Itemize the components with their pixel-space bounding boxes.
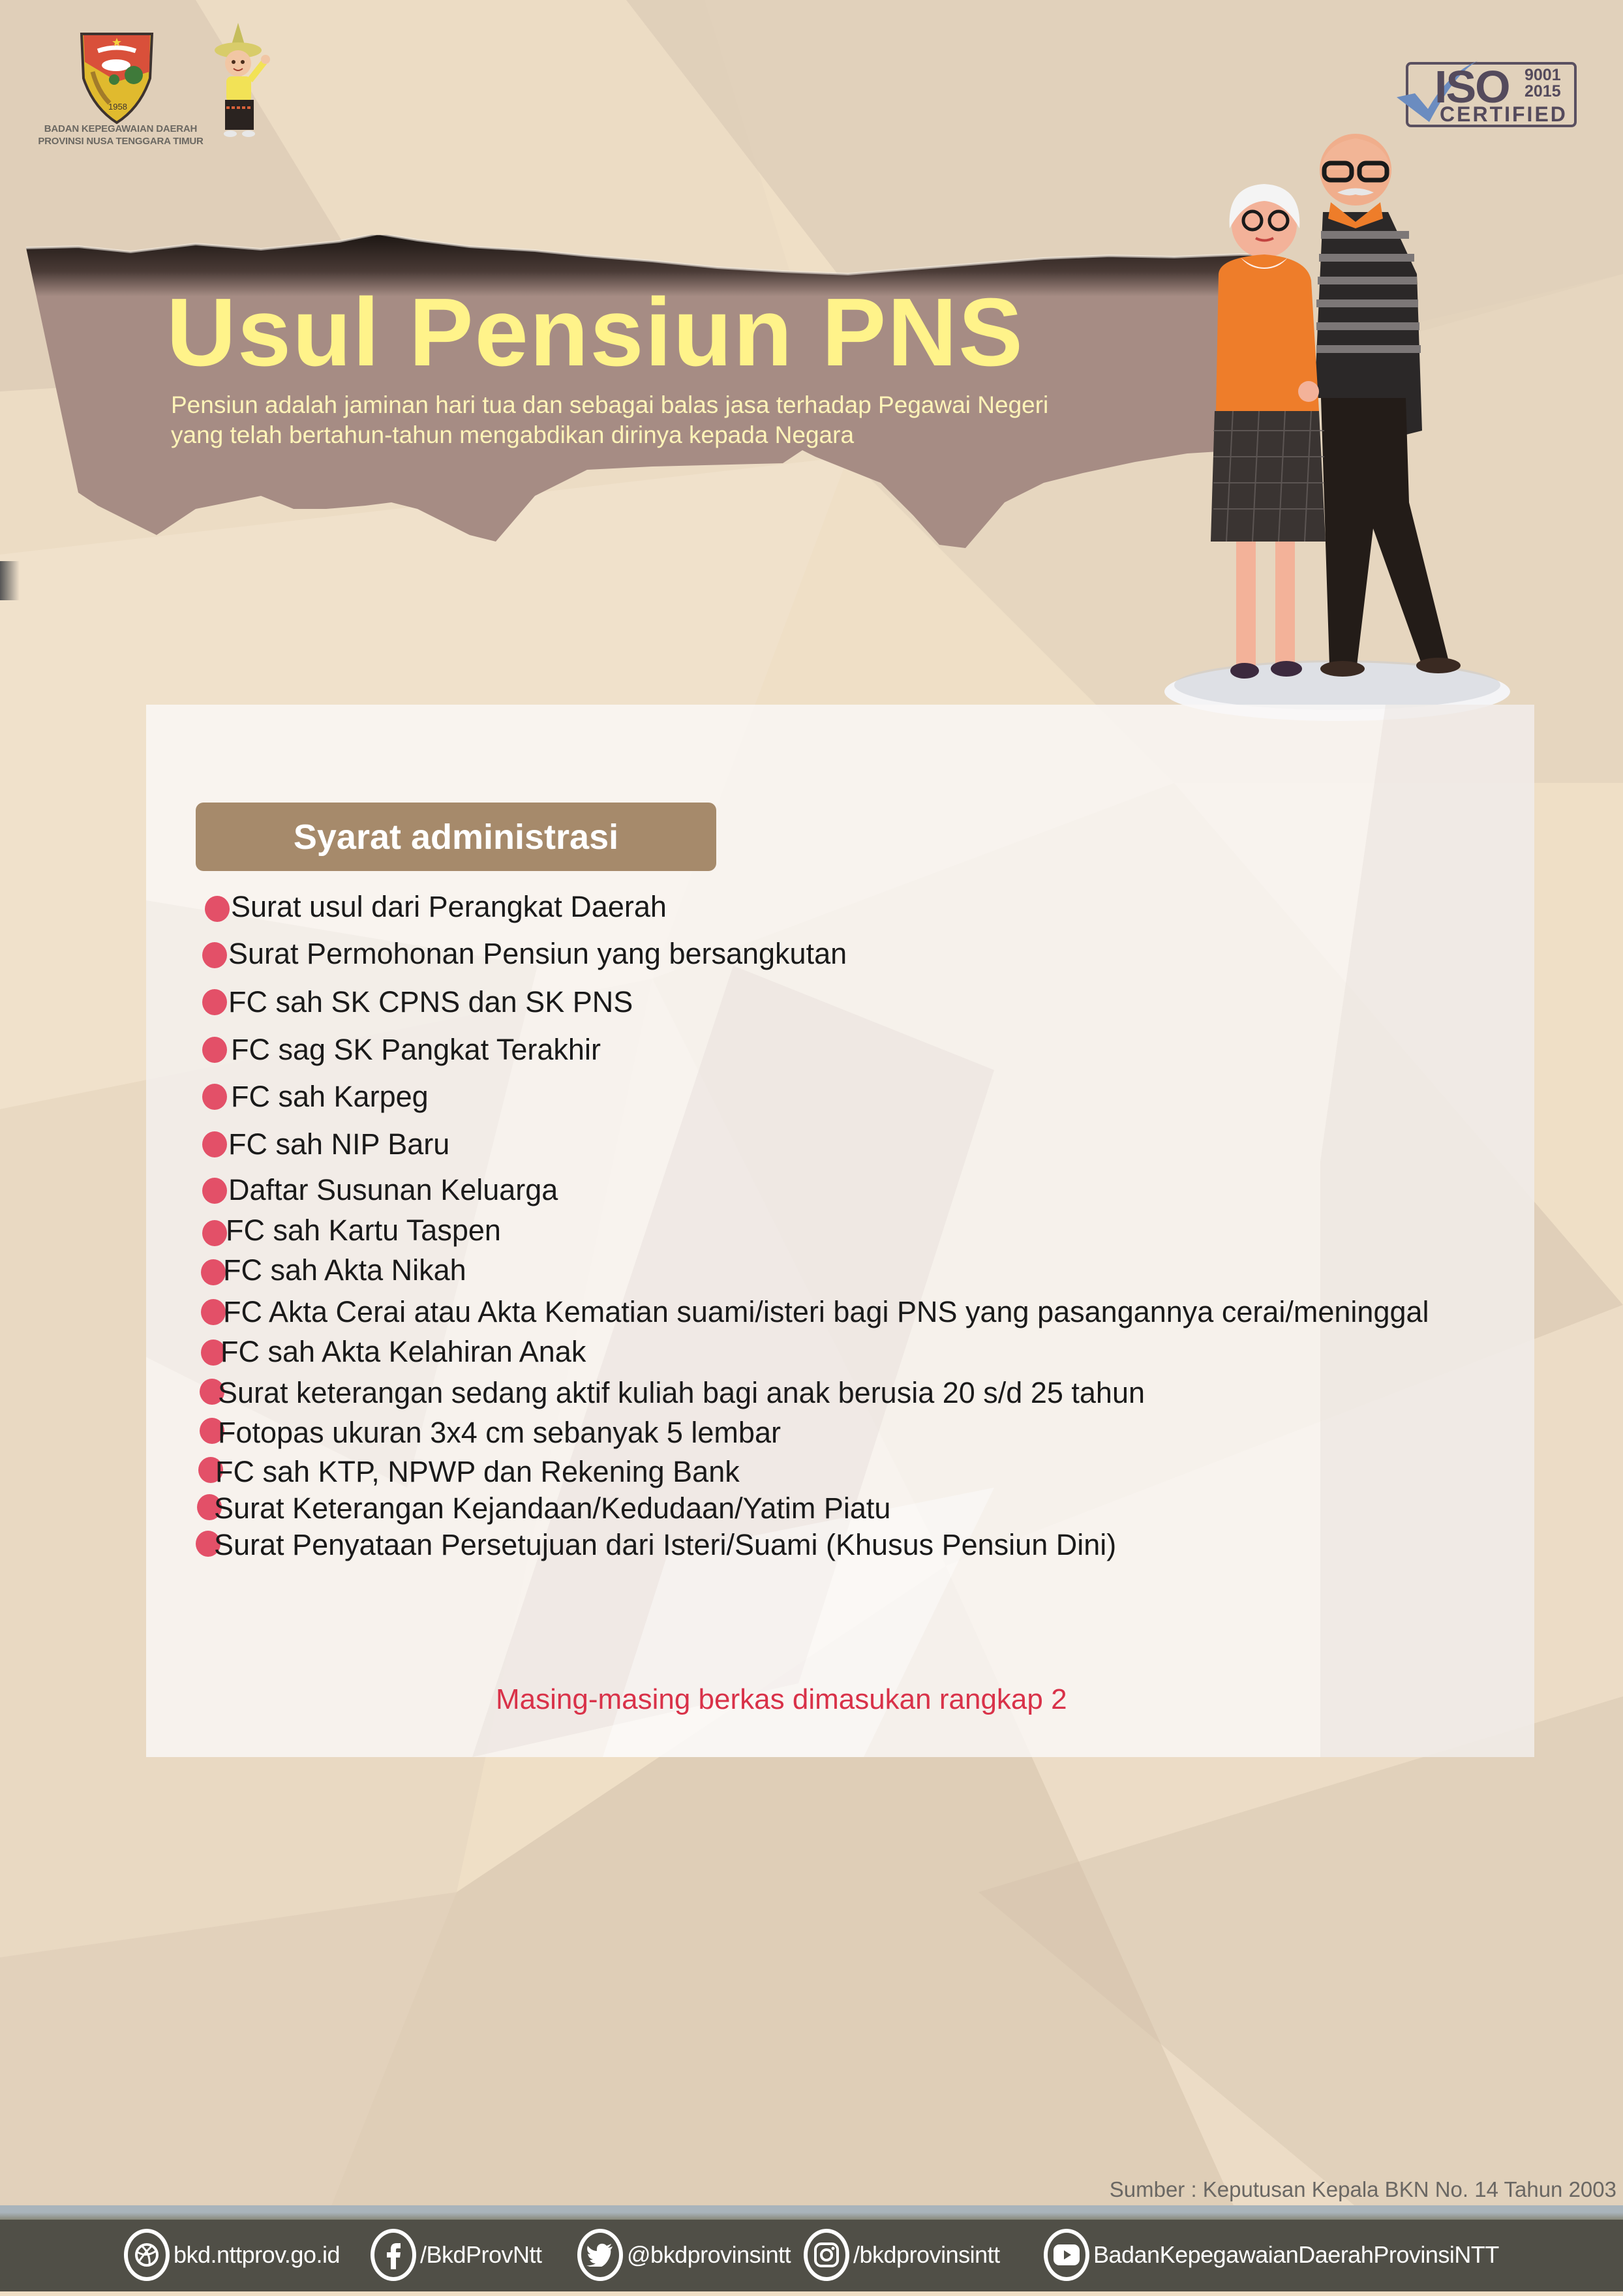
- mascot-icon: [212, 23, 284, 140]
- social-link-label: BadanKepegawaianDaerahProvinsiNTT: [1093, 2241, 1499, 2268]
- twitter-icon: [577, 2229, 623, 2281]
- note-text: Masing-masing berkas dimasukan rangkap 2: [496, 1683, 1067, 1715]
- requirement-text: Surat keterangan sedang aktif kuliah bagi anak berusia 20 s/d 25 tahun: [218, 1376, 1145, 1409]
- decorative-edge: [0, 561, 20, 600]
- iso-certified-badge: [1406, 62, 1577, 127]
- instagram-icon: [804, 2229, 849, 2281]
- bullet-icon: [202, 1220, 227, 1246]
- section-heading-badge: [196, 803, 716, 871]
- youtube-icon: [1044, 2229, 1089, 2281]
- social-link-twitter[interactable]: [577, 2226, 791, 2284]
- requirement-text: FC Akta Cerai atau Akta Kematian suami/isteri bagi PNS yang pasangannya cerai/meninggal: [223, 1295, 1429, 1328]
- social-link-globe[interactable]: [124, 2226, 340, 2284]
- footer-stripe: [0, 2205, 1623, 2220]
- bullet-icon: [202, 942, 227, 968]
- agency-name-line1: BADAN KEPEGAWAIAN DAERAH: [44, 123, 198, 134]
- page-subtitle: Pensiun adalah jaminan hari tua dan sebagai balas jasa terhadap Pegawai Negeri yang telah bertahun-tahun mengabdikan dirinya kepada Negara: [171, 391, 1049, 448]
- requirement-text: Surat Keterangan Kejandaan/Kedudaan/Yatim Piatu: [214, 1492, 891, 1525]
- requirement-text: FC sag SK Pangkat Terakhir: [231, 1033, 601, 1066]
- bullet-icon: [202, 1131, 227, 1157]
- svg-text:1958: 1958: [108, 102, 127, 112]
- social-link-label: /BkdProvNtt: [420, 2241, 542, 2268]
- social-link-instagram[interactable]: [804, 2226, 1000, 2284]
- social-link-label: @bkdprovinsintt: [627, 2241, 791, 2268]
- iso-label: ISO: [1434, 61, 1509, 112]
- requirement-text: FC sah Kartu Taspen: [226, 1214, 501, 1247]
- social-link-label: /bkdprovinsintt: [853, 2241, 1000, 2268]
- requirement-text: FC sah NIP Baru: [228, 1127, 450, 1161]
- requirement-text: Surat Penyataan Persetujuan dari Isteri/Suami (Khusus Pensiun Dini): [214, 1528, 1117, 1561]
- section-heading: Syarat administrasi: [293, 817, 619, 857]
- bullet-icon: [201, 1259, 226, 1285]
- source-citation: Sumber : Keputusan Kepala BKN No. 14 Tahun 2003: [1109, 2177, 1616, 2201]
- bullet-icon: [202, 1178, 227, 1204]
- globe-icon: [124, 2229, 170, 2281]
- facebook-icon: [371, 2229, 416, 2281]
- agency-name-line2: PROVINSI NUSA TENGGARA TIMUR: [38, 136, 204, 147]
- social-link-label: bkd.nttprov.go.id: [174, 2241, 340, 2268]
- requirement-text: FC sah SK CPNS dan SK PNS: [228, 985, 633, 1018]
- bullet-icon: [205, 896, 230, 922]
- requirement-text: FC sah Akta Kelahiran Anak: [220, 1335, 586, 1368]
- requirement-text: Daftar Susunan Keluarga: [228, 1173, 558, 1206]
- requirement-text: Fotopas ukuran 3x4 cm sebanyak 5 lembar: [218, 1416, 781, 1449]
- requirement-text: Surat Permohonan Pensiun yang bersangkutan: [228, 937, 847, 970]
- elderly-couple-illustration: [1148, 124, 1540, 731]
- social-link-youtube[interactable]: [1044, 2226, 1499, 2284]
- bullet-icon: [202, 1037, 227, 1063]
- iso-standard: 9001 2015: [1524, 66, 1561, 100]
- social-link-facebook[interactable]: [371, 2226, 542, 2284]
- ntt-crest-icon: [78, 26, 155, 124]
- bullet-icon: [202, 1084, 227, 1110]
- bullet-icon: [201, 1299, 226, 1325]
- page-title: Usul Pensiun PNS: [166, 279, 1024, 386]
- bullet-icon: [202, 989, 227, 1015]
- requirement-text: FC sah Karpeg: [231, 1080, 429, 1113]
- requirement-text: FC sah Akta Nikah: [223, 1253, 466, 1287]
- iso-certified-label: CERTIFIED: [1440, 102, 1568, 126]
- requirement-text: FC sah KTP, NPWP dan Rekening Bank: [215, 1455, 740, 1488]
- requirement-text: Surat usul dari Perangkat Daerah: [231, 890, 667, 923]
